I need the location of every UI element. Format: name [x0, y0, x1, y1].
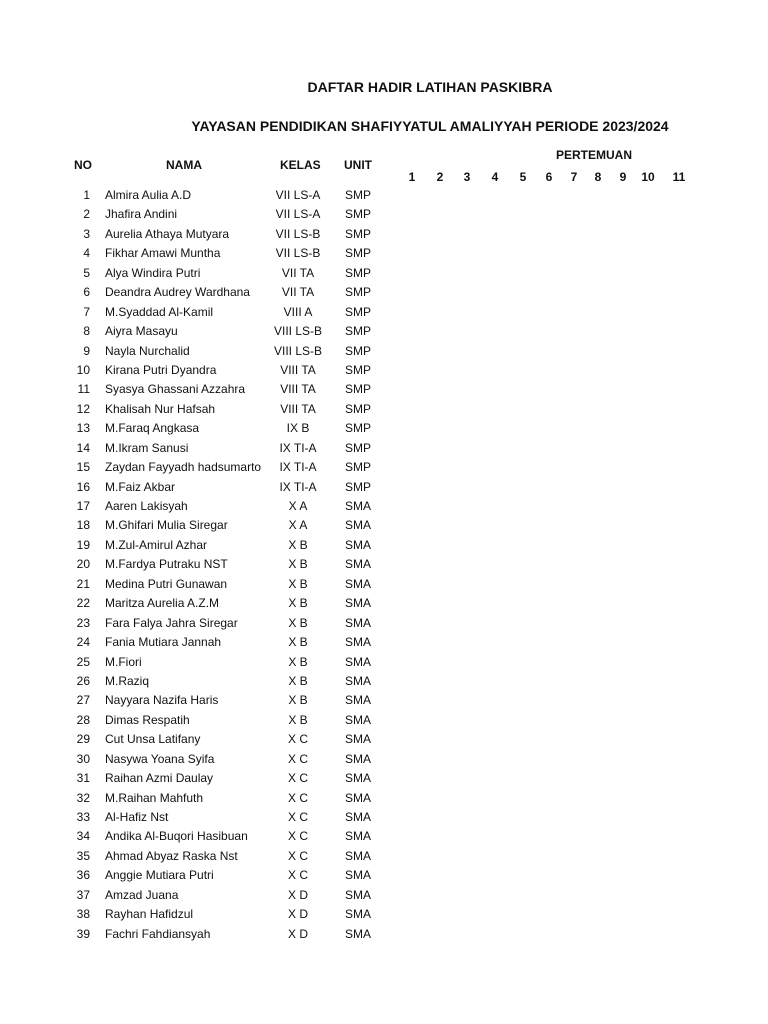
row-nama: M.Fiori — [105, 654, 142, 669]
pertemuan-number: 6 — [545, 170, 553, 184]
row-no: 28 — [76, 712, 90, 727]
table-row — [0, 517, 768, 536]
row-no: 32 — [76, 790, 90, 805]
row-unit: SMA — [345, 907, 372, 922]
row-unit: SMA — [345, 537, 372, 552]
row-nama: M.Faiz Akbar — [105, 479, 176, 494]
row-nama: M.Ghifari Mulia Siregar — [105, 518, 228, 533]
table-row — [0, 809, 768, 828]
table-row — [0, 556, 768, 575]
row-unit: SMA — [345, 926, 372, 941]
row-nama: Anggie Mutiara Putri — [105, 868, 214, 883]
table-row — [0, 498, 768, 517]
row-kelas: X C — [287, 771, 308, 786]
row-no: 17 — [76, 499, 90, 513]
row-unit: SMP — [345, 460, 372, 475]
row-unit: SMA — [345, 732, 372, 747]
row-nama: Nasywa Yoana Syifa — [105, 751, 215, 766]
row-unit: SMP — [345, 401, 372, 416]
row-no: 37 — [76, 887, 90, 902]
row-nama: Fachri Fahdiansyah — [105, 926, 211, 941]
row-no: 4 — [83, 246, 90, 261]
table-row — [0, 692, 768, 711]
row-unit: SMA — [345, 635, 372, 650]
row-nama: Al-Hafiz Nst — [105, 810, 169, 824]
row-nama: Fikhar Amawi Muntha — [105, 246, 221, 261]
row-no: 29 — [76, 732, 90, 747]
row-unit: SMP — [345, 362, 372, 377]
table-row — [0, 595, 768, 614]
table-row — [0, 420, 768, 439]
row-kelas: X C — [287, 751, 308, 766]
table-row — [0, 245, 768, 264]
row-nama: Alya Windira Putri — [105, 265, 201, 280]
row-no: 10 — [76, 362, 90, 377]
row-no: 22 — [76, 596, 90, 611]
row-unit: SMA — [345, 712, 372, 727]
row-unit: SMP — [345, 188, 372, 202]
row-kelas: IX TI-A — [279, 479, 317, 494]
table-row — [0, 576, 768, 595]
row-no: 31 — [76, 771, 90, 786]
row-kelas: IX TI-A — [279, 440, 317, 455]
table-row — [0, 537, 768, 556]
row-unit: SMP — [345, 304, 372, 319]
table-row — [0, 654, 768, 673]
row-kelas: X B — [288, 596, 308, 611]
row-nama: M.Zul-Amirul Azhar — [105, 537, 208, 552]
row-nama: Aurelia Athaya Mutyara — [105, 226, 230, 241]
row-nama: Cut Unsa Latifany — [105, 732, 201, 747]
row-kelas: X B — [288, 557, 308, 572]
table-row — [0, 343, 768, 362]
row-kelas: X B — [288, 576, 308, 591]
row-nama: Kirana Putri Dyandra — [105, 362, 217, 377]
table-row — [0, 731, 768, 750]
row-kelas: VIII TA — [280, 362, 316, 377]
pertemuan-number: 11 — [672, 170, 686, 184]
row-kelas: X C — [287, 848, 308, 863]
row-no: 26 — [76, 673, 90, 688]
row-unit: SMP — [345, 440, 372, 455]
table-row — [0, 206, 768, 225]
row-kelas: X B — [288, 654, 308, 669]
row-nama: Maritza Aurelia A.Z.M — [105, 596, 220, 611]
row-no: 21 — [76, 576, 90, 591]
row-no: 30 — [76, 751, 90, 766]
row-no: 11 — [77, 382, 90, 397]
row-nama: Nayyara Nazifa Haris — [105, 693, 219, 708]
row-kelas: IX B — [286, 421, 310, 436]
row-nama: Rayhan Hafidzul — [105, 907, 194, 922]
row-kelas: VIII LS-B — [273, 343, 323, 358]
table-row — [0, 712, 768, 731]
table-row — [0, 848, 768, 867]
table-row — [0, 751, 768, 770]
row-no: 39 — [76, 926, 90, 941]
row-kelas: X B — [288, 537, 308, 552]
row-nama: M.Raihan Mahfuth — [105, 790, 204, 805]
row-kelas: X B — [288, 673, 308, 688]
row-kelas: VII TA — [281, 265, 315, 280]
row-kelas: X B — [288, 712, 308, 727]
row-unit: SMA — [345, 771, 372, 786]
row-kelas: X D — [287, 926, 308, 941]
row-no: 18 — [76, 518, 90, 533]
row-kelas: X C — [287, 790, 308, 805]
table-row — [0, 673, 768, 692]
row-kelas: X C — [287, 868, 308, 883]
row-unit: SMP — [345, 226, 372, 241]
table-row — [0, 284, 768, 303]
table-row — [0, 323, 768, 342]
row-no: 3 — [83, 226, 90, 241]
row-unit: SMA — [345, 887, 372, 902]
row-no: 12 — [76, 401, 90, 416]
row-nama: Aiyra Masayu — [105, 324, 178, 339]
row-no: 38 — [76, 907, 90, 922]
row-unit: SMP — [345, 382, 372, 397]
row-nama: Raihan Azmi Daulay — [105, 771, 214, 786]
row-nama: Fara Falya Jahra Siregar — [105, 615, 238, 630]
row-no: 24 — [76, 635, 90, 650]
header-kelas: KELAS — [280, 158, 321, 172]
attendance-table — [0, 187, 768, 945]
row-kelas: VIII TA — [280, 382, 316, 397]
row-unit: SMA — [345, 615, 372, 630]
row-kelas: X C — [287, 732, 308, 747]
table-row — [0, 226, 768, 245]
row-no: 7 — [83, 304, 90, 319]
row-no: 5 — [83, 265, 90, 280]
row-no: 15 — [76, 460, 90, 475]
row-kelas: VII LS-B — [275, 246, 321, 261]
row-no: 13 — [76, 421, 90, 436]
row-nama: Dimas Respatih — [105, 712, 190, 727]
row-unit: SMA — [345, 499, 372, 513]
row-unit: SMP — [345, 479, 372, 494]
row-unit: SMP — [345, 324, 372, 339]
pertemuan-number: 9 — [619, 170, 627, 184]
row-unit: SMA — [345, 596, 372, 611]
row-unit: SMA — [345, 810, 372, 824]
pertemuan-number: 4 — [491, 170, 499, 184]
row-no: 36 — [76, 868, 90, 883]
table-row — [0, 187, 768, 206]
row-unit: SMP — [345, 285, 372, 300]
row-nama: Fania Mutiara Jannah — [105, 635, 222, 650]
row-unit: SMA — [345, 848, 372, 863]
row-no: 1 — [83, 188, 90, 202]
table-row — [0, 265, 768, 284]
row-unit: SMA — [345, 576, 372, 591]
row-kelas: VII LS-B — [275, 226, 321, 241]
row-no: 2 — [83, 207, 90, 222]
row-nama: M.Raziq — [105, 673, 150, 688]
row-unit: SMA — [345, 518, 372, 533]
row-kelas: X D — [287, 907, 308, 922]
row-nama: Zaydan Fayyadh hadsumarto — [105, 460, 262, 475]
pertemuan-number-row — [400, 170, 700, 186]
row-no: 25 — [76, 654, 90, 669]
row-no: 19 — [76, 537, 90, 552]
header-unit: UNIT — [344, 158, 372, 172]
header-pertemuan: PERTEMUAN — [556, 148, 633, 162]
row-no: 23 — [76, 615, 90, 630]
pertemuan-number: 5 — [519, 170, 527, 184]
row-nama: Almira Aulia A.D — [105, 188, 192, 202]
row-kelas: VIII A — [283, 304, 313, 319]
table-row — [0, 615, 768, 634]
row-no: 16 — [76, 479, 90, 494]
pertemuan-number: 10 — [641, 170, 655, 184]
row-nama: Aaren Lakisyah — [105, 499, 188, 513]
row-unit: SMP — [345, 421, 372, 436]
row-unit: SMA — [345, 673, 372, 688]
header-nama: NAMA — [166, 158, 202, 172]
row-nama: Syasya Ghassani Azzahra — [105, 382, 246, 397]
row-kelas: VIII TA — [280, 401, 316, 416]
row-no: 9 — [83, 343, 90, 358]
row-nama: M.Fardya Putraku NST — [105, 557, 228, 572]
row-kelas: X C — [287, 829, 308, 844]
row-unit: SMA — [345, 868, 372, 883]
row-no: 34 — [76, 829, 90, 844]
row-no: 33 — [76, 810, 90, 824]
table-row — [0, 790, 768, 809]
row-nama: Medina Putri Gunawan — [105, 576, 228, 591]
table-row — [0, 770, 768, 789]
row-nama: M.Ikram Sanusi — [105, 440, 189, 455]
row-unit: SMP — [345, 207, 372, 222]
row-nama: Khalisah Nur Hafsah — [105, 401, 216, 416]
table-row — [0, 634, 768, 653]
table-row — [0, 479, 768, 498]
pertemuan-number: 3 — [463, 170, 471, 184]
pertemuan-number: 2 — [436, 170, 444, 184]
row-kelas: VIII LS-B — [273, 324, 323, 339]
table-row — [0, 440, 768, 459]
row-kelas: X B — [288, 693, 308, 708]
row-nama: Deandra Audrey Wardhana — [105, 285, 250, 300]
row-no: 14 — [76, 440, 90, 455]
pertemuan-number: 7 — [570, 170, 578, 184]
row-unit: SMP — [345, 343, 372, 358]
row-nama: Ahmad Abyaz Raska Nst — [105, 848, 238, 863]
row-nama: Nayla Nurchalid — [105, 343, 190, 358]
table-row — [0, 304, 768, 323]
row-kelas: VII LS-A — [275, 188, 321, 202]
table-row — [0, 362, 768, 381]
row-kelas: X C — [287, 810, 308, 824]
row-kelas: X A — [288, 499, 308, 513]
table-row — [0, 401, 768, 420]
table-row — [0, 906, 768, 925]
row-nama: Andika Al-Buqori Hasibuan — [105, 829, 248, 844]
row-no: 8 — [83, 324, 90, 339]
row-kelas: X B — [288, 615, 308, 630]
table-row — [0, 828, 768, 847]
pertemuan-number: 8 — [594, 170, 602, 184]
row-kelas: IX TI-A — [279, 460, 317, 475]
table-row — [0, 459, 768, 478]
row-nama: Amzad Juana — [105, 887, 179, 902]
row-nama: M.Syaddad Al-Kamil — [105, 304, 214, 319]
row-unit: SMA — [345, 790, 372, 805]
row-no: 20 — [76, 557, 90, 572]
row-unit: SMA — [345, 557, 372, 572]
header-no: NO — [74, 158, 92, 172]
row-nama: Jhafira Andini — [105, 207, 178, 222]
pertemuan-number: 1 — [408, 170, 416, 184]
row-no: 35 — [76, 848, 90, 863]
row-kelas: VII LS-A — [275, 207, 321, 222]
row-kelas: X B — [288, 635, 308, 650]
row-nama: M.Faraq Angkasa — [105, 421, 200, 436]
row-unit: SMA — [345, 693, 372, 708]
row-no: 27 — [76, 693, 90, 708]
table-row — [0, 926, 768, 945]
row-unit: SMA — [345, 654, 372, 669]
row-unit: SMA — [345, 829, 372, 844]
row-no: 6 — [83, 285, 90, 300]
document-title: DAFTAR HADIR LATIHAN PASKIBRA — [307, 79, 553, 95]
document-subtitle: YAYASAN PENDIDIKAN SHAFIYYATUL AMALIYYAH PERIODE 2023/2024 — [191, 118, 669, 134]
row-unit: SMP — [345, 265, 372, 280]
table-row — [0, 381, 768, 400]
table-row — [0, 867, 768, 886]
row-unit: SMP — [345, 246, 372, 261]
table-row — [0, 887, 768, 906]
row-kelas: X A — [288, 518, 308, 533]
row-unit: SMA — [345, 751, 372, 766]
row-kelas: VII TA — [281, 285, 315, 300]
row-kelas: X D — [287, 887, 308, 902]
